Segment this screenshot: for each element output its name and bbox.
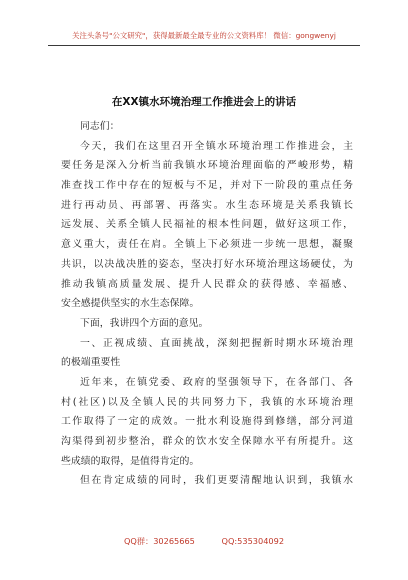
body-line: 但在肯定成绩的同时，我们更要清醒地认识到，我镇水: [80, 475, 353, 487]
body-line: 准查找工作中存在的短板与不足，并对下一阶段的重点任务: [61, 180, 353, 192]
body-line: 要任务是深入分析当前我镇水环境治理面临的严峻形势，精: [61, 160, 353, 172]
body-line: 工作取得了一定的成效。一批水利设施得到修缮，部分河道: [61, 416, 353, 428]
body-line: 安全感提供坚实的水生态保障。: [61, 298, 200, 310]
footer-contact: [0, 536, 408, 547]
body-line: 推动我镇高质量发展、提升人民群众的获得感、幸福感、: [61, 278, 353, 290]
header-divider: [48, 45, 360, 46]
body-line: 沟渠得到初步整治，群众的饮水安全保障水平有所提升。这: [61, 436, 353, 447]
document-body: [61, 117, 353, 491]
body-line: 同志们：: [80, 121, 120, 132]
document-title: 在XX镇水环境治理工作推进会上的讲话: [111, 96, 297, 108]
body-line: 意义重大，责任在肩。全镇上下必须进一步统一思想，凝聚: [61, 239, 353, 251]
header-banner: 关注头条号"公文研究"，获得最新最全最专业的公文资料库！ 微信：gongwenyj: [72, 31, 336, 40]
body-line: 今天，我们在这里召开全镇水环境治理工作推进会，主: [80, 140, 353, 152]
body-line: 村(社区)以及全镇人民的共同努力下，我镇的水环境治理: [61, 396, 353, 408]
body-line: 一、正视成绩、直面挑战，深刻把握新时期水环境治理: [80, 337, 353, 349]
body-line: 下面，我讲四个方面的意见。: [80, 317, 209, 329]
body-line: 共识，以决战决胜的姿态，坚决打好水环境治理这场硬仗，为: [61, 258, 353, 270]
body-line: 些成绩的取得，是值得肯定的。: [61, 455, 200, 467]
body-line: 的极端重要性: [61, 357, 121, 369]
body-line: 近年来，在镇党委、政府的坚强领导下，在各部门、各: [80, 376, 353, 388]
qq-contact-text: QQ:535304092: [221, 536, 285, 546]
body-line: 进行再动员、再部署、再落实。水生态环境是关系我镇长: [61, 199, 353, 211]
qq-group-text: QQ群：30265665: [123, 536, 195, 546]
body-line: 远发展、关系全镇人民福祉的根本性问题，做好这项工作，: [61, 219, 353, 231]
